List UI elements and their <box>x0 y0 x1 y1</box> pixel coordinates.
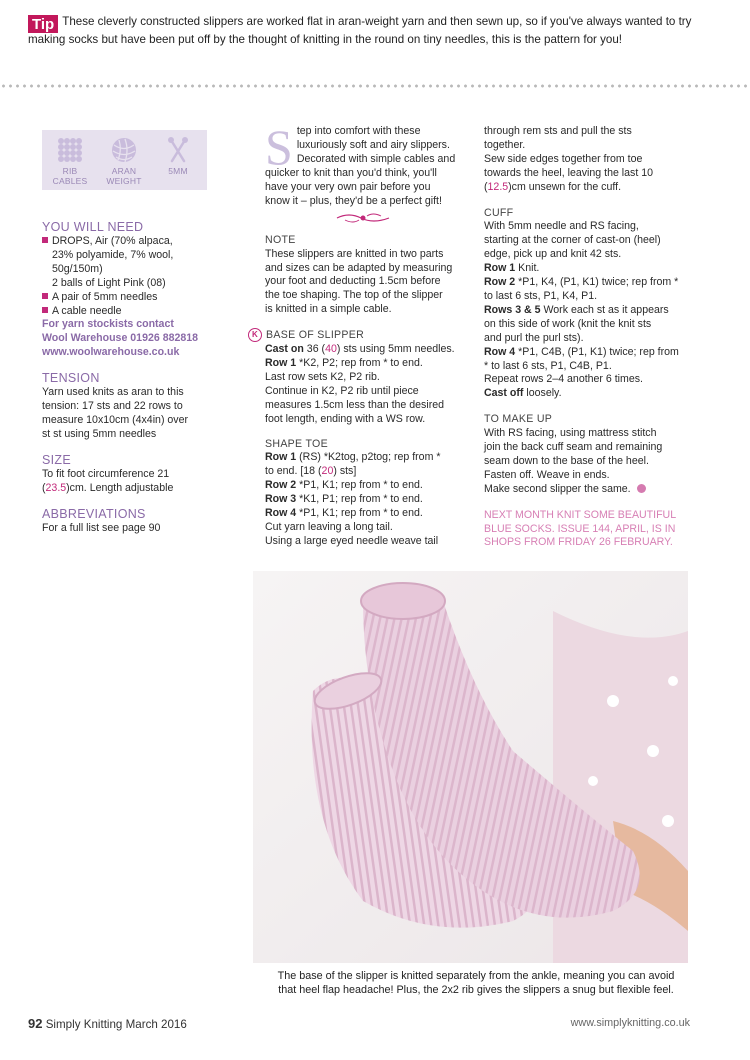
next-month-line3: SHOPS FROM FRIDAY 26 FEBRUARY. <box>484 536 673 549</box>
tension-line1: Yarn used knits as aran to this <box>42 386 184 399</box>
pink-slippers-illustration <box>253 571 688 963</box>
shape-toe-heading: SHAPE TOE <box>265 437 328 450</box>
stockists-url: www.woolwarehouse.co.uk <box>42 346 180 359</box>
abbreviations-heading: ABBREVIATIONS <box>42 506 146 521</box>
photo-caption: The base of the slipper is knitted separately from the ankle, meaning you can avoid that heel flap headache! Plus, the 2x2 rib gives the slippers a snug but flexible feel. <box>277 970 675 996</box>
tip-text: These cleverly constructed slippers are worked flat in aran-weight yarn and then sewn up, so if you've always wanted to try making socks but have been put off by the thought of knitting in the round on tiny needles, this is the pattern for you! <box>28 15 692 46</box>
note-heading: NOTE <box>265 233 296 246</box>
bullet-icon <box>42 237 48 243</box>
slippers-photo <box>253 571 688 963</box>
stockists-line2: Wool Warehouse 01926 882818 <box>42 332 199 345</box>
yarn-item-line4: 2 balls of Light Pink (08) <box>52 276 166 289</box>
cable-needle-item: A cable needle <box>52 304 122 317</box>
icon-label-line1: 5MM <box>168 166 188 176</box>
needle-size-info <box>152 136 204 177</box>
yarn-item-line1: DROPS, Air (70% alpaca, <box>52 235 173 247</box>
abbreviations-text: For a full list see page 90 <box>42 521 161 534</box>
tension-line2: tension: 17 sts and 22 rows to <box>42 400 183 413</box>
bullet-icon <box>42 307 48 313</box>
intro-paragraph: S tep into comfort with these luxuriously soft and airy slippers. Decorated with simple cables and quicker to knit than you'd think, you'll have your very own pair before you know it – plus, they'd be a perfect gift! <box>265 119 456 207</box>
aran-weight-info <box>98 136 150 186</box>
needles-item: A pair of 5mm needles <box>52 290 158 303</box>
requirements-column <box>42 220 237 536</box>
icon-label-line1: RIB <box>62 166 78 176</box>
next-month-line2: BLUE SOCKS. ISSUE 144, APRIL, IS IN <box>484 522 676 535</box>
bullet-icon <box>42 293 48 299</box>
pattern-column-3: through rem sts and pull the sts together. Sew side edges together from toe towards the heel, leaving the last 10 (12.5)cm unsewn for the cuff. CUFF With 5mm needle and RS facing, starting at the corner of cast-on (heel) edge, pick up and knit 42 sts. Row 1 Knit. Row 2 *P1, K4, (P1, K1) twice; rep from * to last 6 sts, P1, K4, P1. Rows 3 & 5 Work each st as it appears on this side of work (knit the knit sts and purl the purl sts). Row 4 *P1, C4B, (P1, K1) twice; rep from * to last 6 sts, P1, C4B, P1. Repeat rows 2–4 another 6 times. Cast off loosely. TO MAKE UP With RS facing, using mattress stitch join the back cuff seam and remaining seam down to the base of the heel. Fasten off. Weave in ends. Make second slipper the same. NEXT MONTH KNIT SOME BEAUTIFUL BLUE SOCKS. ISSUE 144, APRIL, IS IN SHOPS FROM FRIDAY 26 FEBRUARY. <box>484 125 699 550</box>
tip-box <box>28 15 728 47</box>
icon-label-line2: CABLES <box>52 175 88 186</box>
size-line1: To fit foot circumference 21 <box>42 467 170 480</box>
cuff-heading: CUFF <box>484 206 514 219</box>
rib-cables-info <box>44 136 96 186</box>
unsewn-length-value: 12.5 <box>487 180 509 193</box>
yarn-item-line3: 50g/150m) <box>52 262 103 275</box>
you-will-need-heading: YOU WILL NEED <box>42 220 144 234</box>
yarn-ball-icon <box>109 136 139 164</box>
pattern-info-icons <box>42 130 207 190</box>
pattern-column-2: S tep into comfort with these luxuriously soft and airy slippers. Decorated with simple cables and quicker to knit than you'd think, you'll have your very own pair before you know it – plus, they'd be a perfect gift! NOTE These slippers are knitted in two parts and sizes can be adapted by measuring your foot and deducting 1.5cm before the toe shaping. The top of the slipper is knitted in a simple cable. K BASE OF SLIPPER Cast on 36 (40) sts using 5mm needles. Row 1 *K2, P2; rep from * to end. Last row sets K2, P2 rib. Continue in K2, P2 rib until piece measures 1.5cm less than the desired foot length, ending with a WS row. SHAPE TOE Row 1 (RS) *K2tog, p2tog; rep from * to end. [18 (20) sts] Row 2 *P1, K1; rep from * to end. Row 3 *K1, P1; rep from * to end. Row 4 *P1, K1; rep from * to end. Cut yarn leaving a long tail. Using a large eyed needle weave tail <box>265 125 470 549</box>
dotted-divider <box>0 83 750 89</box>
icon-label-line1: ARAN <box>111 166 137 176</box>
size-value: 23.5 <box>45 481 67 494</box>
cable-stitch-icon <box>55 136 85 164</box>
tension-line3: measure 10x10cm (4x4in) over <box>42 413 189 426</box>
stockists-line1: For yarn stockists contact <box>42 318 174 331</box>
knitting-needles-icon <box>163 136 193 164</box>
next-month-line1: NEXT MONTH KNIT SOME BEAUTIFUL <box>484 508 677 521</box>
size-heading: SIZE <box>42 452 71 467</box>
page-number: 92 <box>28 1016 43 1031</box>
drop-cap: S <box>265 119 293 175</box>
end-of-pattern-icon <box>637 484 646 493</box>
footer-left <box>28 1016 187 1031</box>
footer-website[interactable]: www.simplyknitting.co.uk <box>570 1017 690 1029</box>
yarn-item-line2: 23% polyamide, 7% wool, <box>52 248 174 261</box>
flourish-ornament-icon <box>333 212 393 224</box>
caston-value: 40 <box>325 343 337 356</box>
knit-symbol-icon: K <box>248 328 262 342</box>
icon-label-line2: WEIGHT <box>106 175 142 186</box>
make-up-heading: TO MAKE UP <box>484 413 553 426</box>
tension-heading: TENSION <box>42 371 100 386</box>
base-heading: K BASE OF SLIPPER <box>265 328 470 343</box>
tension-line4: st st using 5mm needles <box>42 427 157 440</box>
size-line2: (23.5)cm. Length adjustable <box>42 481 174 494</box>
magazine-name: Simply Knitting March 2016 <box>45 1018 187 1031</box>
tip-badge: Tip <box>28 15 58 33</box>
toe-stitch-value: 20 <box>321 465 334 478</box>
